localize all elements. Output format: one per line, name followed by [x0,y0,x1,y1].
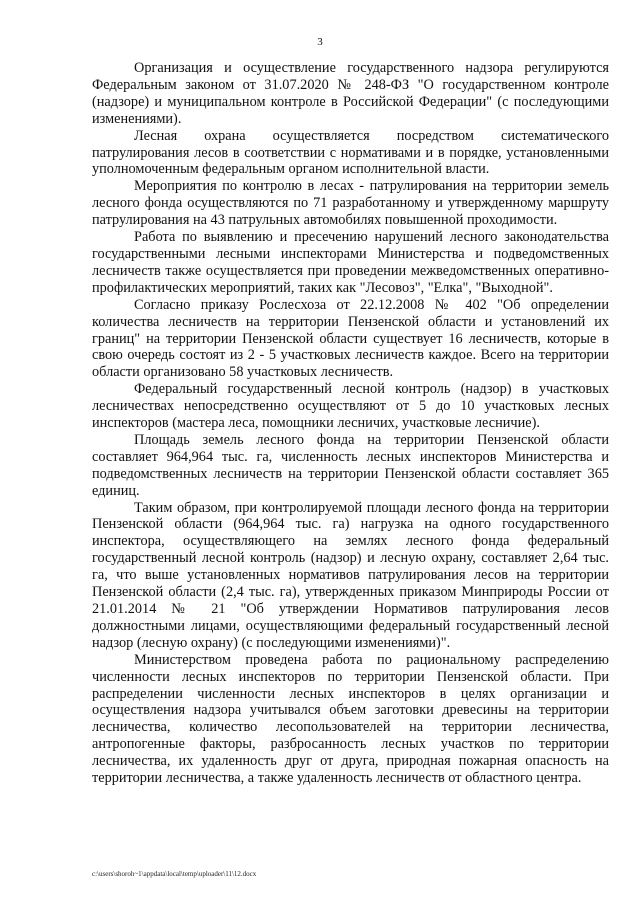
paragraph-legal-basis: Организация и осуществление государственного надзора регулируются Федеральным законом от 31.07.2020 № 248-ФЗ "О государственном контроле (надзоре) и муниципальном контроле в Российской Федерации" (с последующими изменениями). [92,60,609,127]
document-body [92,60,609,787]
paragraph-forestry-districts: Согласно приказу Рослесхоза от 22.12.2008 № 402 "Об определении количества лесничеств на территории Пензенской области и установлений их границ" на территории Пензенской области существует 16 лесничеств, которые в свою очередь состоят из 2 - 5 участковых лесничеств каждое. Всего на территории области организовано 58 участковых лесничеств. [92,296,609,381]
paragraph-forest-guard: Лесная охрана осуществляется посредством систематического патрулирования лесов в соответствии с нормативами и в порядке, установленными уполномоченным федеральным органом исполнительной власти. [92,127,609,178]
page-number: 3 [317,36,323,48]
paragraph-forest-area: Площадь земель лесного фонда на территории Пензенской области составляет 964,964 тыс. га, численность лесных инспекторов Министерства и подведомственных лесничеств на территории Пензенской области составляет 365 единиц. [92,431,609,499]
paragraph-inspector-load: Таким образом, при контролируемой площади лесного фонда на территории Пензенской области (964,964 тыс. га) нагрузка на одного государственного инспектора, осуществляющего на землях лесного фонда федеральный государственный лесной контроль (надзор) и лесную охрану, составляет 2,64 тыс. га, что выше установленных нормативов патрулирования лесов на территории Пензенской области (2,4 тыс. га), утвержденных приказом Минприроды России от 21.01.2014 № 21 "Об утверждении Нормативов патрулирования лесов должностными лицами, осуществляющими федеральный государственный лесной надзор (лесную охрану) (с последующими изменениями)". [92,499,609,651]
paragraph-patrol-routes: Мероприятия по контролю в лесах - патрулирования на территории земель лесного фонда осуществляются по 71 разработанному и утвержденному маршруту патрулирования на 43 патрульных автомобилях повышенной проходимости. [92,178,609,229]
paragraph-interagency-operations: Работа по выявлению и пресечению нарушений лесного законодательства государственными лесными инспекторами Министерства и подведомственных лесничеств также осуществляется при проведении межведомственных оперативно-профилактических мероприятий, таких как "Лесовоз", "Елка", "Выходной". [92,229,609,296]
paragraph-district-inspectors: Федеральный государственный лесной контроль (надзор) в участковых лесничествах непосредственно осуществляют от 5 до 10 участковых лесных инспекторов (мастера леса, помощники лесничих, участковые лесничие). [92,381,609,432]
paragraph-inspector-distribution: Министерством проведена работа по рациональному распределению численности лесных инспекторов по территории Пензенской области. При распределении численности лесных инспекторов в целях организации и осуществления надзора учитывался объем заготовки древесины на территории лесничества, количество лесопользователей на территории лесничества, антропогенные факторы, разбросанность лесных участков по территории лесничества, их удаленность друг от друга, природная пожарная опасность на территории лесничества, а также удаленность лесничеств от областного центра. [92,651,609,787]
footer-file-path: c:\users\shoroh~1\appdata\local\temp\uploader\11\12.docx [92,870,257,878]
